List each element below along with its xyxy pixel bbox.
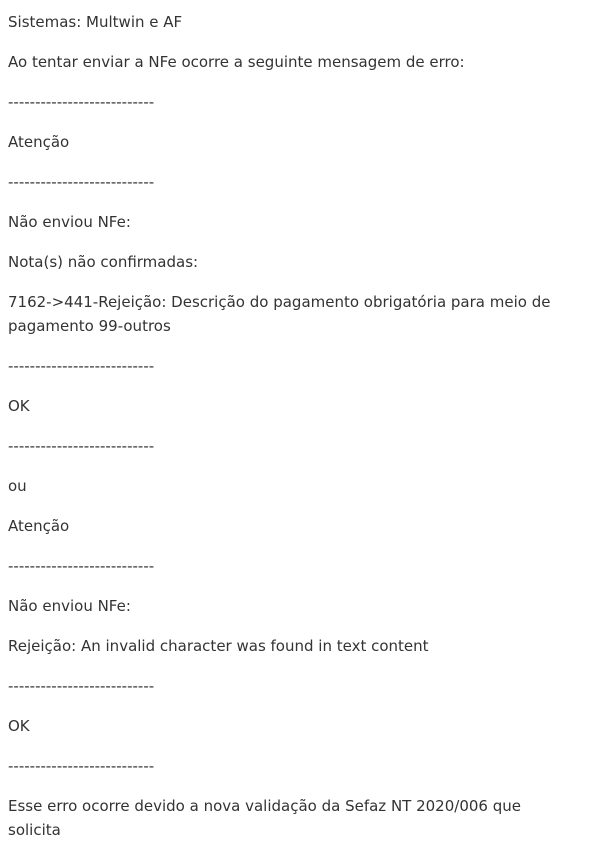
error-heading: Não enviou NFe: bbox=[8, 597, 131, 615]
separator-line: --------------------------- bbox=[8, 93, 155, 111]
error-heading: Não enviou NFe: bbox=[8, 213, 131, 231]
error-message: Rejeição: An invalid character was found in text content bbox=[8, 637, 429, 655]
separator-line: --------------------------- bbox=[8, 437, 155, 455]
systems-line: Sistemas: Multwin e AF bbox=[8, 13, 183, 31]
article-body bbox=[8, 10, 568, 858]
intro-text: Ao tentar enviar a NFe ocorre a seguinte mensagem de erro: bbox=[8, 53, 465, 71]
explanation-text: Esse erro ocorre devido a nova validação da Sefaz NT 2020/006 que solicita bbox=[8, 797, 521, 839]
error-subheading: Nota(s) não confirmadas: bbox=[8, 253, 199, 271]
separator-line: --------------------------- bbox=[8, 757, 155, 775]
dialog-ok-text: OK bbox=[8, 397, 30, 415]
separator-line: --------------------------- bbox=[8, 557, 155, 575]
separator-line: --------------------------- bbox=[8, 357, 155, 375]
dialog-ok-text: OK bbox=[8, 717, 30, 735]
separator-line: --------------------------- bbox=[8, 677, 155, 695]
dialog-title: Atenção bbox=[8, 517, 70, 535]
error-message: 7162->441-Rejeição: Descrição do pagamento obrigatória para meio de pagamento 99-outros bbox=[8, 293, 551, 335]
separator-line: --------------------------- bbox=[8, 173, 155, 191]
dialog-title: Atenção bbox=[8, 133, 70, 151]
alternative-text: ou bbox=[8, 477, 27, 495]
